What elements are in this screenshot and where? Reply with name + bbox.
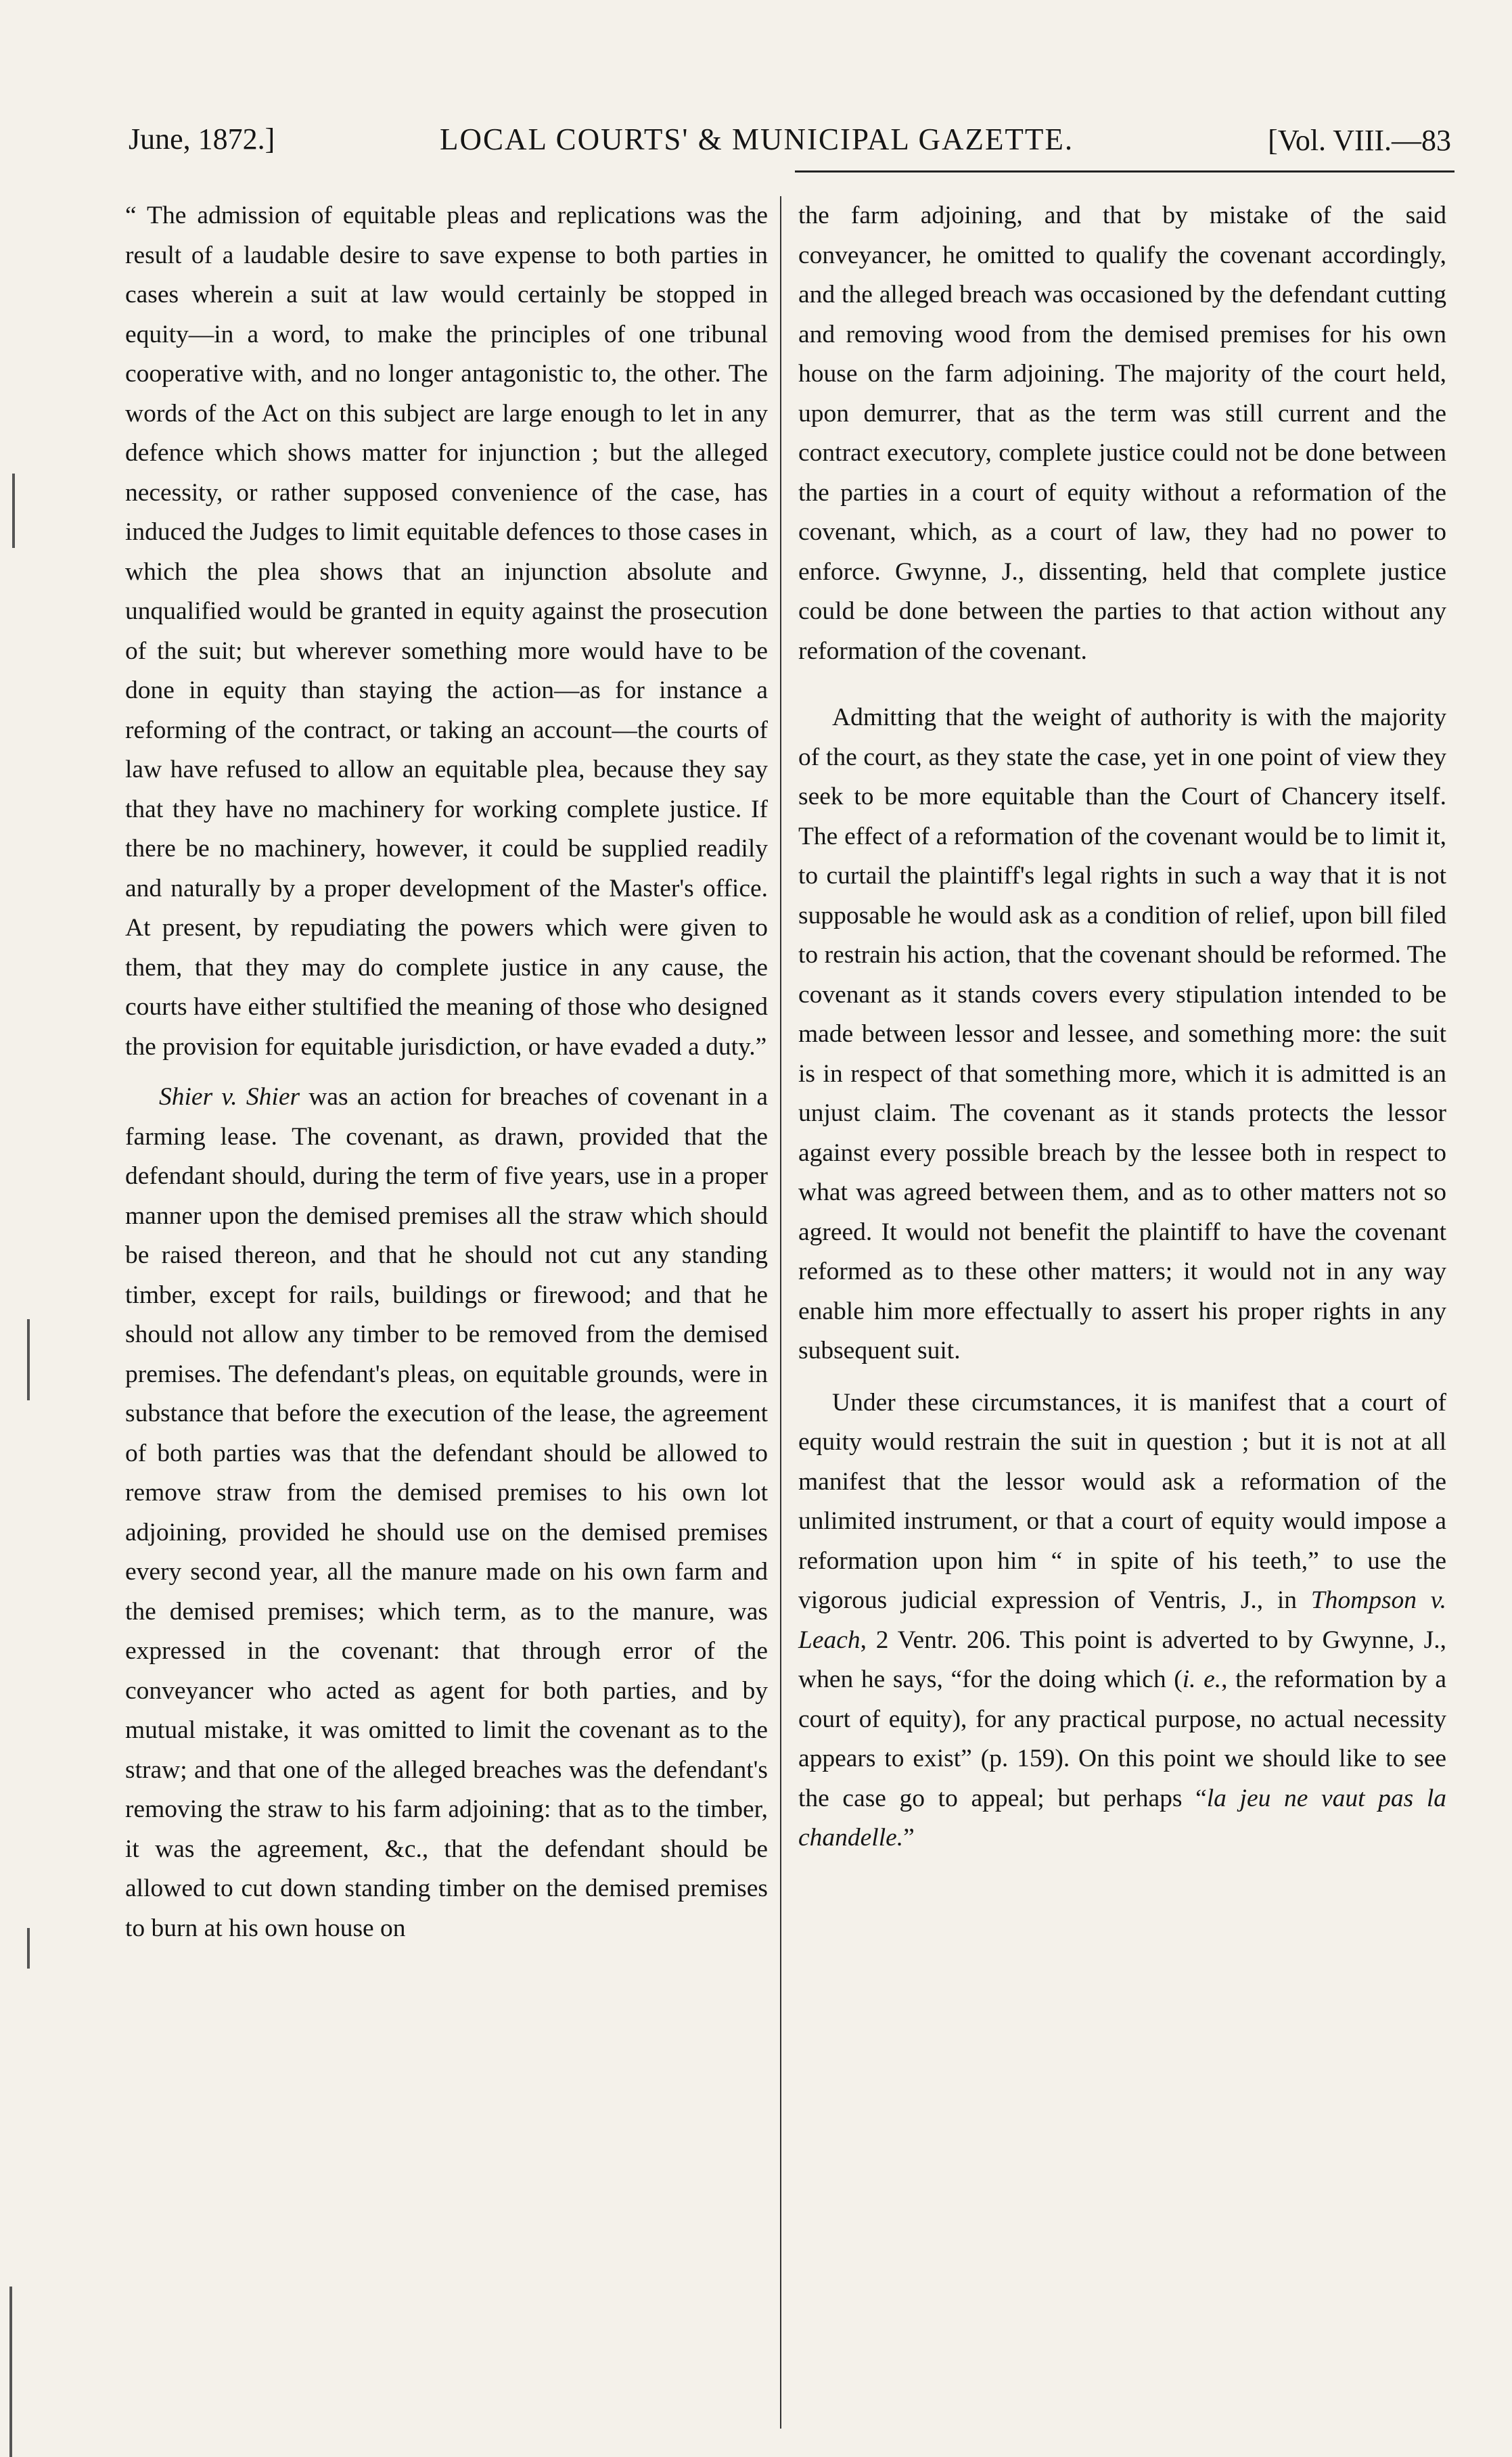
volume-page-number: [Vol. VIII.—83 [1268,124,1451,157]
french-proverb: la jeu ne vaut pas la chandelle. [798,1784,1447,1852]
margin-mark [27,1928,30,1969]
publication-title: LOCAL COURTS' & MUNICIPAL GAZETTE. [440,122,1074,156]
circumstances-text-a: Under these circumstances, it is manifest that a court of equity would restrain the suit in question ; but it is not at all manifest that the lessor would ask a reformation of the unlimited instrument, or that a court of equity would impose a reformation upon him “ in spite of his teeth,” to use the vigorous judicial expression of Ventris, J., in [798,1388,1446,1614]
shier-case-text: was an action for breaches of covenant in a farming lease. The covenant, as drawn, provided that the defendant should, during the term of five years, use in a proper manner upon the demised premises all the straw which should be raised thereon, and that he should not cut any standing timber, except for rails, buildings or firewood; and that he should not allow any timber to be removed from the demised premises. The defendant's pleas, on equitable grounds, were in substance that before the execution of the lease, the agreement of both parties was that the defendant should be allowed to remove straw from the demised premises to his own lot adjoining, provided he should use on the demised premises every second year, all the manure made on his own farm and the demised premises; which term, as to the manure, was expressed in the covenant: that through error of the conveyancer who acted as agent for both parties, and by mutual mistake, it was omitted to limit the covenant as to the straw; and that one of the alleged breaches was the defendant's removing the straw to his farm adjoining: that as to the timber, it was the agreement, &c., that the defendant should be allowed to cut down standing timber on the demised premises to burn at his own house on [125,1083,768,1942]
majority-paragraph: Admitting that the weight of authority is with the majority of the court, as they state the case, yet in one point of view they seek to be more equitable than the Court of Chancery itself. The effect of a reformation of the covenant would be to limit it, to curtail the plaintiff's legal rights in such a way that it is not supposable he would ask as a condition of relief, upon bill filed to restrain his action, that the covenant should be reformed. The covenant as it stands covers every stipulation intended to be made between lessor and lessee, and something more: the suit is in respect of that something more, which it is admitted is an unjust claim. The covenant as it stands protects the lessor against every possible breach by the lessee both in respect to what was agreed between them, and as to other matters not so agreed. It would not benefit the plaintiff to have the covenant reformed as to these other matters; it would not in any way enable him more effectually to assert his proper rights in any subsequent suit. [798,704,1446,1364]
running-head [122,122,1461,169]
circumstances-paragraph [798,1383,1446,1858]
circumstances-text-b: , 2 Ventr. 206. This point is adverted to by Gwynne, J., when he says, “for the doing which ( [798,1626,1446,1693]
circumstances-text-c: , the reformation by a court of equity), for any practical purpose, no actual necessity appears to exist” (p. 159). On this point we should like to see the case go to appeal; but perhaps “ [798,1666,1447,1812]
circumstances-text-d: ” [903,1824,915,1852]
column-divider [780,196,781,2429]
case-name-shier: Shier v. Shier [159,1083,300,1111]
margin-mark [27,1319,30,1400]
header-rule [795,170,1454,173]
right-column [798,196,1446,1858]
case-name-thompson: Thompson v. Leach [798,1586,1446,1654]
quoted-paragraph: “ The admission of equitable pleas and replications was the result of a laudable desire to save expense to both parties in cases wherein a suit at law would certainly be stopped in equity—in a word, to make the principles of one tribunal cooperative with, and no longer antagonistic to, the other. The words of the Act on this subject are large enough to let in any defence which shows matter for injunction ; but the alleged necessity, or rather supposed convenience of the case, has induced the Judges to limit equitable defences to those cases in which the plea shows that an injunction absolute and unqualified would be granted in equity against the prosecution of the suit; but wherever something more would have to be done in equity than staying the action—as for instance a reforming of the contract, or taking an account—the courts of law have refused to allow an equitable plea, because they say that they have no machinery for working complete justice. If there be no machinery, however, it could be supplied readily and naturally by a proper development of the Master's office. At present, by repudiating the powers which were given to them, that they may do complete justice in any cause, the courts have either stultified the meaning of those who designed the provision for equitable jurisdiction, or have evaded a duty.” [125,202,768,1061]
issue-date: June, 1872.] [129,122,275,156]
continued-paragraph: the farm adjoining, and that by mistake of the said conveyancer, he omitted to qualify the covenant accordingly, and the alleged breach was occasioned by the defendant cutting and removing wood from the demised premises for his own house on the farm adjoining. The majority of the court held, upon demurrer, that as the term was still current and the contract executory, complete justice could not be done between the parties in a court of equity without a reformation of the covenant, which, as a court of law, they had no power to enforce. Gwynne, J., dissenting, held that complete justice could be done between the parties to that action without any reformation of the covenant. [798,202,1446,665]
shier-case-paragraph [125,1078,768,1948]
left-column [125,196,768,1948]
margin-mark [12,474,15,548]
margin-mark [9,2287,12,2457]
id-est-abbrev: i. e. [1182,1666,1222,1693]
